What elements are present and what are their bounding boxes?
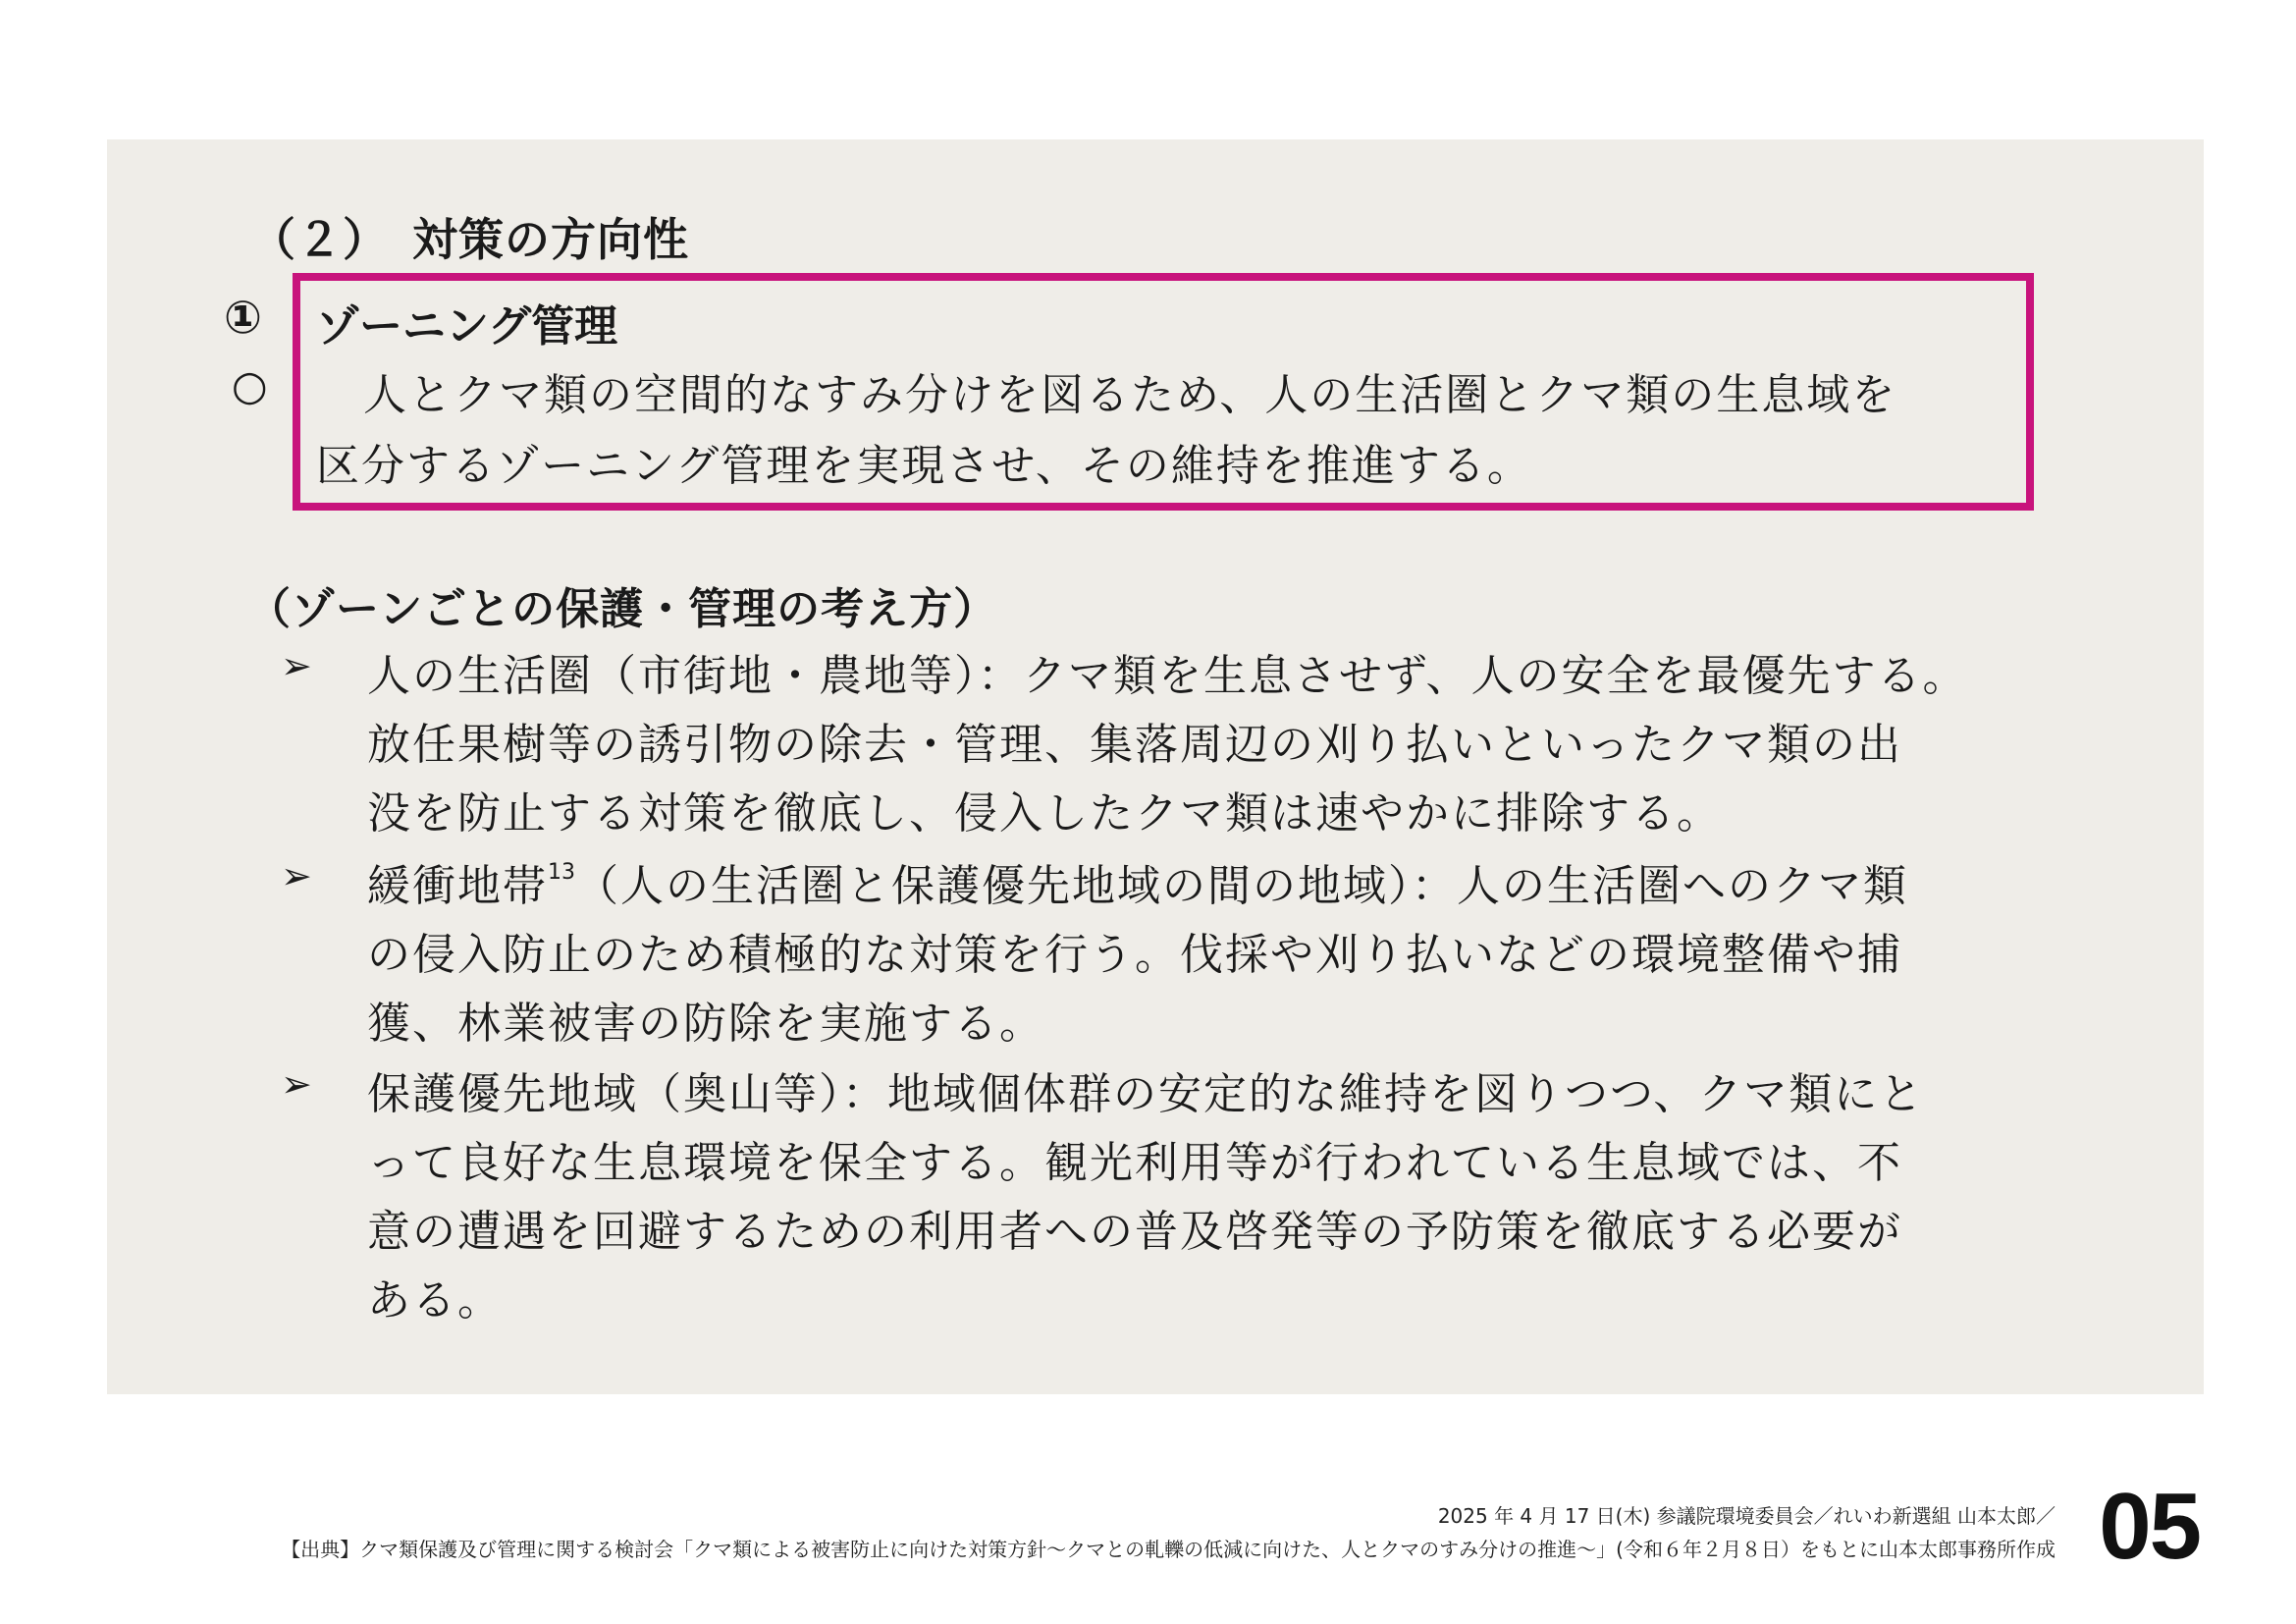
arrow-bullet-icon: ➢ — [281, 1062, 312, 1106]
footnote-13: 13 — [548, 860, 575, 885]
zone-1-line-3: 没を防止する対策を徹底し、侵入したクマ類は速やかに排除する。 — [367, 788, 1722, 839]
page-number: 05 — [2099, 1474, 2200, 1579]
zone-2-lead: 緩衝地帯 — [367, 861, 548, 911]
bullet-circle-icon: ○ — [232, 361, 268, 409]
zone-2-first-rest: （人の生活圏と保護優先地域の間の地域）：人の生活圏へのクマ類 — [575, 861, 1908, 911]
zone-3-line-4: ある。 — [367, 1275, 503, 1326]
section-title: （２） 対策の方向性 — [250, 213, 689, 266]
zone-1-line-2: 放任果樹等の誘引物の除去・管理、集落周辺の刈り払いといったクマ類の出 — [367, 720, 1902, 770]
arrow-bullet-icon: ➢ — [281, 854, 312, 897]
zone-2-line-3: 獲、林業被害の防除を実施する。 — [367, 999, 1044, 1049]
zone-1-line-1: 人の生活圏（市街地・農地等）：クマ類を生息させず、人の安全を最優先する。 — [367, 651, 1968, 701]
subsection-line-2: 区分するゾーニング管理を実現させ、その維持を推進する。 — [316, 441, 1532, 491]
zone-2-line-1 — [367, 850, 1908, 913]
subsection-line-1: 人とクマ類の空間的なすみ分けを図るため、人の生活圏とクマ類の生息域を — [363, 370, 1897, 420]
footer-date-line: 2025 年 4 月 17 日(木) 参議院環境委員会／れいわ新選組 山本太郎／ — [1437, 1504, 2056, 1528]
subsection-number: ① — [224, 291, 262, 344]
zones-heading: （ゾーンごとの保護・管理の考え方） — [247, 584, 998, 634]
footer-source-line: 【出典】クマ類保護及び管理に関する検討会「クマ類による被害防止に向けた対策方針〜クマとの軋轢の低減に向けた、人とクマのすみ分けの推進〜」(令和６年２月８日）をもとに山本太郎事務所作成 — [281, 1538, 2056, 1561]
zone-2-line-2: の侵入防止のため積極的な対策を行う。伐採や刈り払いなどの環境整備や捕 — [367, 930, 1902, 980]
zone-3-line-3: 意の遭遇を回避するための利用者への普及啓発等の予防策を徹底する必要が — [367, 1207, 1902, 1257]
subsection-title: ゾーニング管理 — [316, 301, 618, 352]
zone-3-line-2: って良好な生息環境を保全する。観光利用等が行われている生息域では、不 — [367, 1138, 1902, 1188]
zone-3-line-1: 保護優先地域（奥山等）：地域個体群の安定的な維持を図りつつ、クマ類にと — [367, 1069, 1925, 1119]
arrow-bullet-icon: ➢ — [281, 644, 312, 687]
